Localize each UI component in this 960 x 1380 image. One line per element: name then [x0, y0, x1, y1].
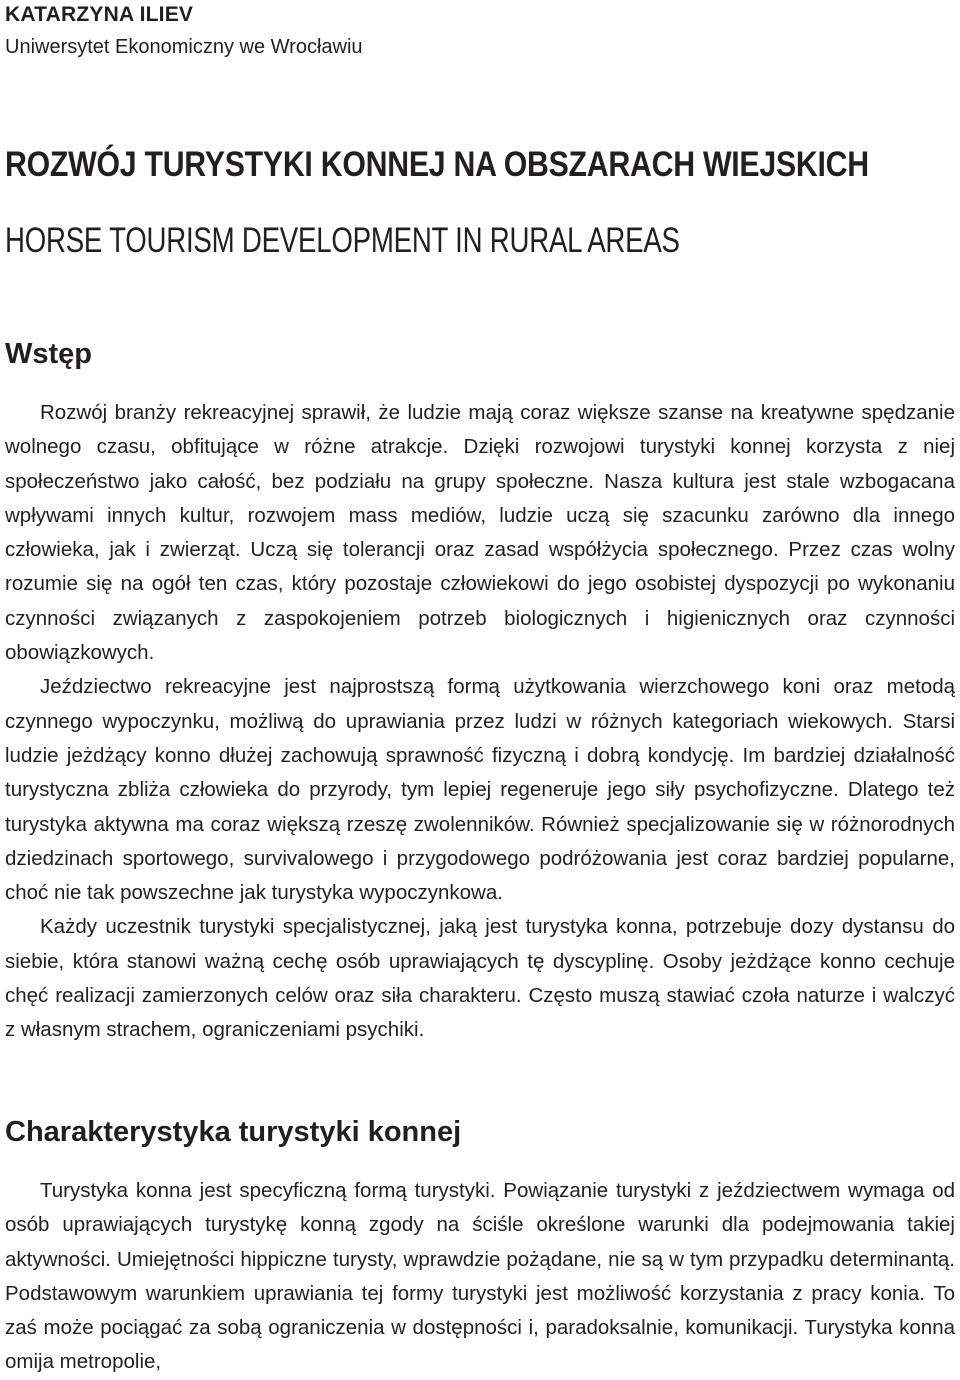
- section-heading-characteristics: Charakterystyka turystyki konnej: [5, 1116, 462, 1148]
- section-heading-intro: Wstęp: [5, 338, 92, 370]
- title-polish: ROZWÓJ TURYSTYKI KONNEJ NA OBSZARACH WIEJSKICH: [5, 145, 869, 184]
- intro-body: [5, 396, 955, 1048]
- author-name: KATARZYNA ILIEV: [5, 3, 194, 26]
- intro-paragraph-2: Jeździectwo rekreacyjne jest najprostszą formą użytkowania wierzchowego koni oraz metodą czynnego wypoczynku, możliwą do uprawiania przez ludzi w różnych kategoriach wiekowych. Starsi ludzie jeżdżący konno dłużej zachowują sprawność fizyczną i dobrą kondycję. Im bardziej działalność turystyczna zbliża człowieka do przyrody, tym lepiej regeneruje jego siły psychofizyczne. Dlatego też turystyka aktywna ma coraz większą rzeszę zwolenników. Również specjalizowanie się w różnorodnych dziedzinach sportowego, survivalowego i przygodowego podróżowania jest coraz bardziej popularne, choć nie tak powszechne jak turystyka wypoczynkowa.: [5, 675, 955, 905]
- intro-paragraph-1: Rozwój branży rekreacyjnej sprawił, że ludzie mają coraz większe szanse na kreatywne spędzanie wolnego czasu, obfitujące w różne atrakcje. Dzięki rozwojowi turystyki konnej korzysta z niej społeczeństwo jako całość, bez podziału na grupy społeczne. Nasza kultura jest stale wzbogacana wpływami innych kultur, rozwojem mass mediów, ludzie uczą się szacunku zarówno dla innego człowieka, jak i zwierząt. Uczą się tolerancji oraz zasad współżycia społecznego. Przez czas wolny rozumie się na ogół ten czas, który pozostaje człowiekowi do jego osobistej dyspozycji po wykonaniu czynności związanych z zaspokojeniem potrzeb biologicznych i higienicznych oraz czynności obowiązkowych.: [5, 401, 955, 665]
- intro-paragraph-3: Każdy uczestnik turystyki specjalistycznej, jaką jest turystyka konna, potrzebuje dozy dystansu do siebie, która stanowi ważną cechę osób uprawiających tę dyscyplinę. Osoby jeżdżące konno cechuje chęć realizacji zamierzonych celów oraz siła charakteru. Często muszą stawiać czoła naturze i walczyć z własnym strachem, ograniczeniami psychiki.: [5, 915, 955, 1042]
- characteristics-paragraph-1: Turystyka konna jest specyficzną formą turystyki. Powiązanie turystyki z jeździectwem wymaga od osób uprawiających turystykę konną zgody na ściśle określone warunki dla podejmowania takiej aktywności. Umiejętności hippiczne turysty, wprawdzie pożądane, nie są w tym przypadku determinantą. Podstawowym warunkiem uprawiania tej formy turystyki jest możliwość korzystania z pracy konia. To zaś może pociągać za sobą ograniczenia w dostępności i, paradoksalnie, komunikacji. Turystyka konna omija metropolie,: [5, 1179, 955, 1374]
- author-affiliation: Uniwersytet Ekonomiczny we Wrocławiu: [5, 36, 363, 58]
- characteristics-body: [5, 1174, 955, 1380]
- title-english: HORSE TOURISM DEVELOPMENT IN RURAL AREAS: [5, 221, 680, 260]
